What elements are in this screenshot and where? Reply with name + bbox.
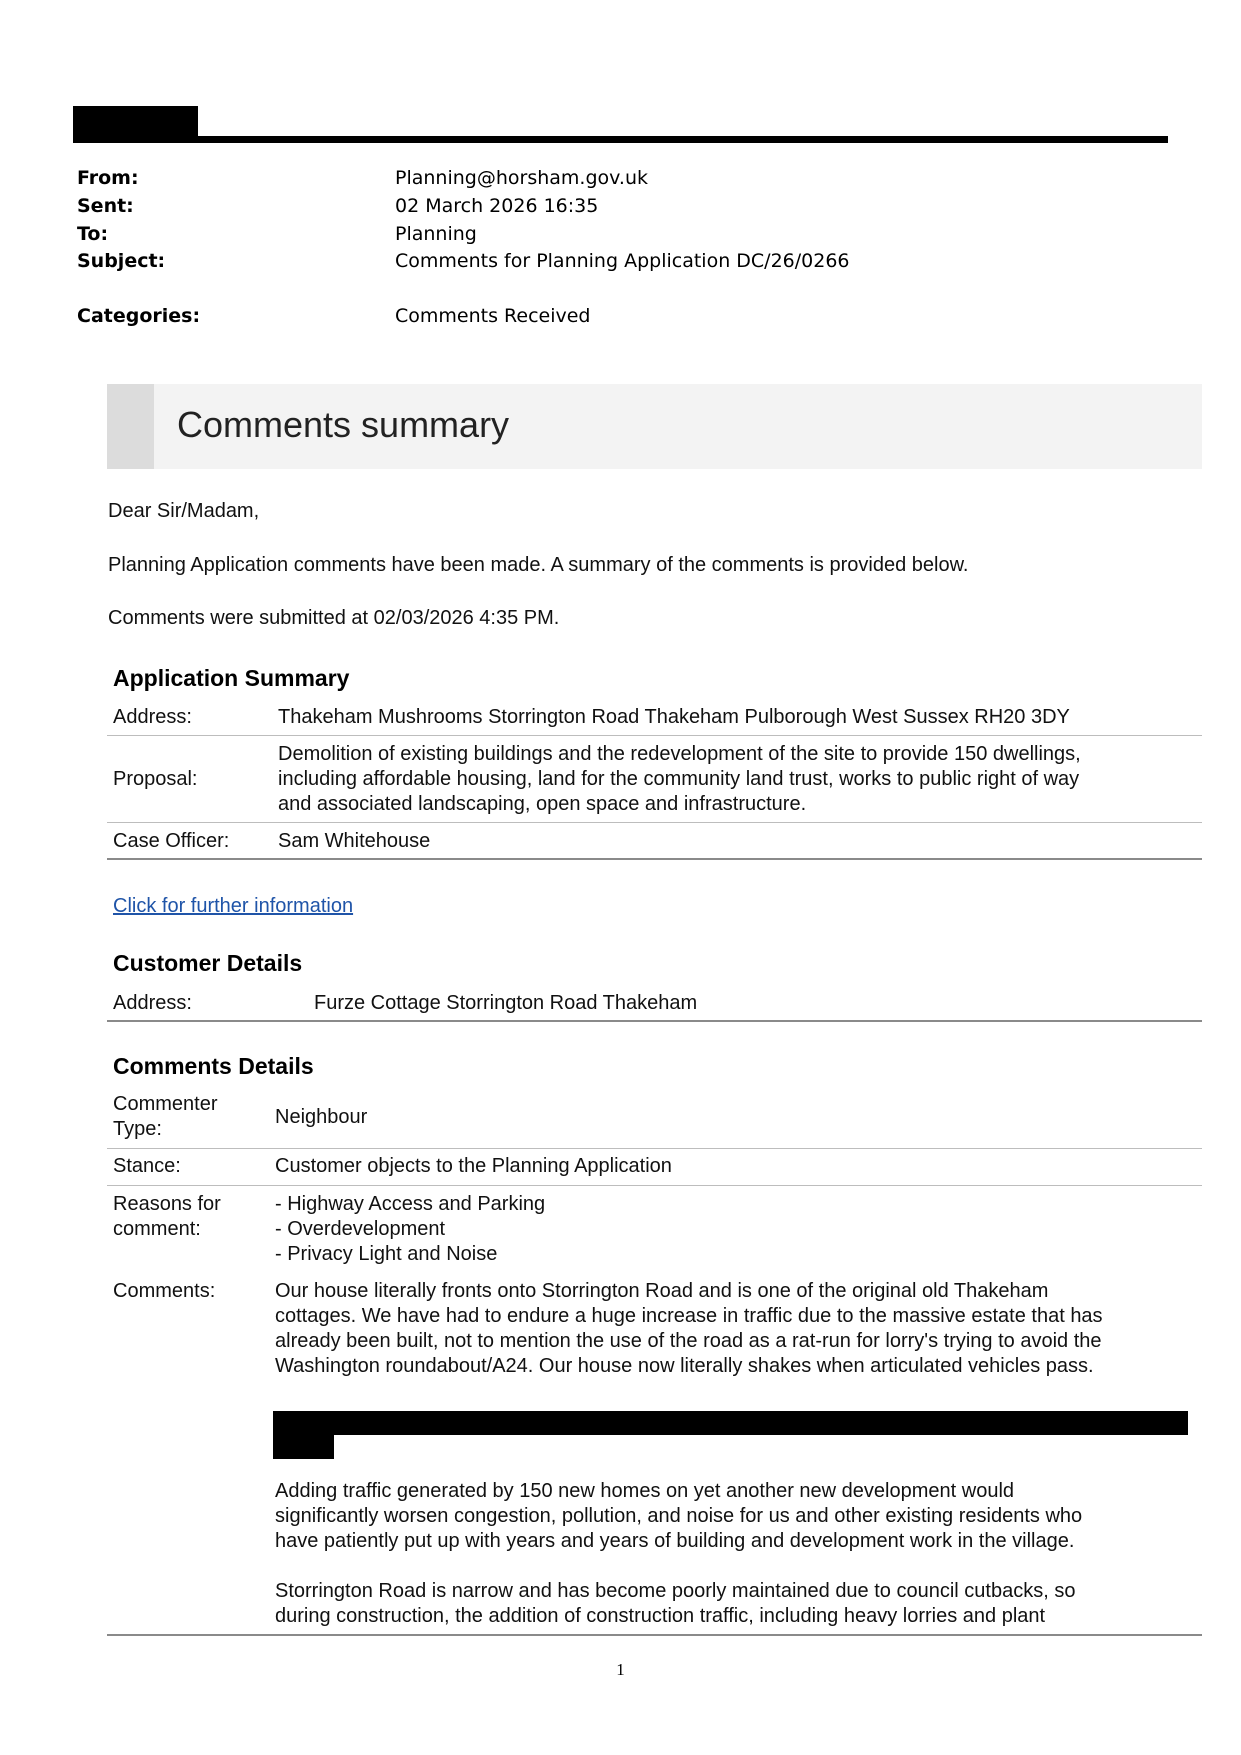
reason-item: - Highway Access and Parking xyxy=(275,1193,546,1215)
table-rule xyxy=(107,1148,1202,1149)
subject-value: Comments for Planning Application DC/26/0266 xyxy=(395,250,850,272)
app-address-label: Address: xyxy=(113,706,192,728)
page-title: Comments summary xyxy=(177,404,510,445)
table-bottom-rule xyxy=(107,858,1202,860)
reason-item: - Privacy Light and Noise xyxy=(275,1243,498,1265)
from-label: From: xyxy=(77,167,139,189)
comment-line: already been built, not to mention the use of the road as a rat-run for lorry's trying to avoid the xyxy=(275,1330,1102,1352)
page-number: 1 xyxy=(616,1660,625,1679)
comment-line: cottages. We have had to endure a huge increase in traffic due to the massive estate that has xyxy=(275,1305,1103,1327)
to-value: Planning xyxy=(395,223,477,245)
intro-line: Planning Application comments have been made. A summary of the comments is provided below. xyxy=(108,554,969,576)
app-address-value: Thakeham Mushrooms Storrington Road Thakeham Pulborough West Sussex RH20 3DY xyxy=(278,706,1070,728)
comment-line: Washington roundabout/A24. Our house now literally shakes when articulated vehicles pass. xyxy=(275,1355,1094,1377)
customer-address-label: Address: xyxy=(113,992,192,1014)
to-label: To: xyxy=(77,223,109,245)
proposal-line: including affordable housing, land for the community land trust, works to public right of way xyxy=(278,768,1080,790)
comments-label: Comments: xyxy=(113,1280,216,1302)
reasons-label: Reasons for xyxy=(113,1193,221,1215)
reason-item: - Overdevelopment xyxy=(275,1218,446,1240)
commenter-type-label: Commenter xyxy=(113,1093,218,1115)
comments-details-heading: Comments Details xyxy=(113,1053,314,1079)
categories-label: Categories: xyxy=(77,305,201,327)
reasons-label: comment: xyxy=(113,1218,201,1240)
comment-line: during construction, the addition of construction traffic, including heavy lorries and plant xyxy=(275,1605,1046,1627)
stance-label: Stance: xyxy=(113,1155,181,1177)
header-rule xyxy=(73,136,1168,143)
table-rule xyxy=(107,735,1202,736)
sent-value: 02 March 2026 16:35 xyxy=(395,195,599,217)
table-bottom-rule xyxy=(107,1020,1202,1022)
application-summary-heading: Application Summary xyxy=(113,665,350,691)
categories-value: Comments Received xyxy=(395,305,591,327)
banner-accent-bar xyxy=(107,384,154,469)
proposal-line: and associated landscaping, open space and infrastructure. xyxy=(278,793,807,815)
table-bottom-rule xyxy=(107,1634,1202,1636)
case-officer-label: Case Officer: xyxy=(113,830,230,852)
further-information-link[interactable]: Click for further information xyxy=(113,895,354,917)
subject-label: Subject: xyxy=(77,250,166,272)
sent-label: Sent: xyxy=(77,195,134,217)
customer-address-value: Furze Cottage Storrington Road Thakeham xyxy=(314,992,698,1014)
submitted-line: Comments were submitted at 02/03/2026 4:35 PM. xyxy=(108,607,560,629)
from-value: Planning@horsham.gov.uk xyxy=(395,167,648,189)
stance-value: Customer objects to the Planning Application xyxy=(275,1155,672,1177)
comment-line: have patiently put up with years and years of building and development work in the village. xyxy=(275,1530,1075,1552)
comments-summary-banner xyxy=(107,384,1202,469)
comment-line: Adding traffic generated by 150 new homes on yet another new development would xyxy=(275,1480,1015,1502)
table-rule xyxy=(107,1185,1202,1186)
proposal-label: Proposal: xyxy=(113,768,198,790)
greeting: Dear Sir/Madam, xyxy=(108,500,260,522)
comment-line: significantly worsen congestion, pollution, and noise for us and other existing residents who xyxy=(275,1505,1083,1527)
redaction-block xyxy=(273,1411,1188,1435)
case-officer-value: Sam Whitehouse xyxy=(278,830,431,852)
comment-line: Our house literally fronts onto Storrington Road and is one of the original old Thakeham xyxy=(275,1280,1049,1302)
commenter-type-label: Type: xyxy=(113,1118,162,1140)
proposal-line: Demolition of existing buildings and the redevelopment of the site to provide 150 dwellings, xyxy=(278,743,1081,765)
customer-details-heading: Customer Details xyxy=(113,950,303,976)
comment-line: Storrington Road is narrow and has become poorly maintained due to council cutbacks, so xyxy=(275,1580,1076,1602)
redaction-block xyxy=(273,1435,334,1459)
table-rule xyxy=(107,822,1202,823)
commenter-type-value: Neighbour xyxy=(275,1106,368,1128)
